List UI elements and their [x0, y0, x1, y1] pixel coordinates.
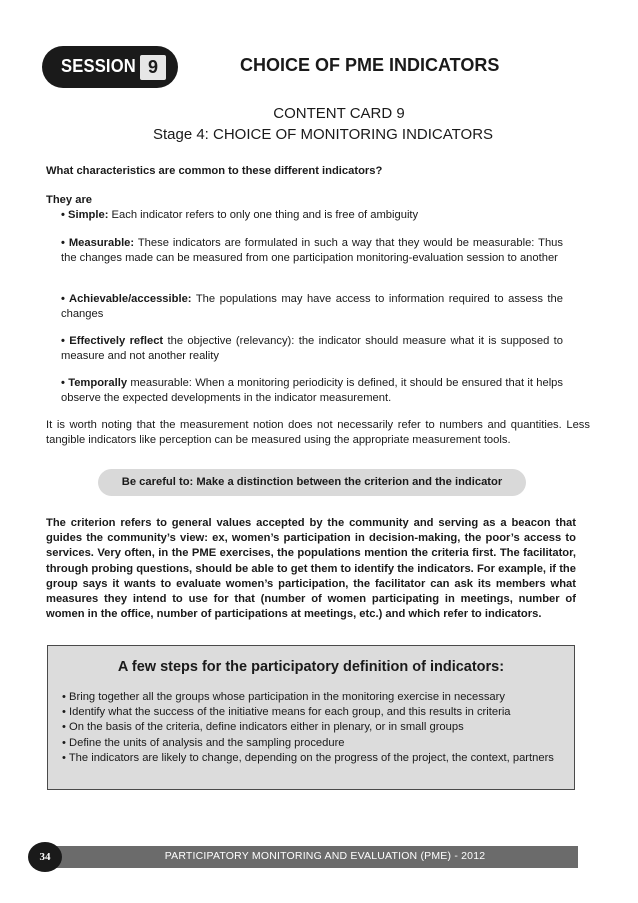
characteristic-lead: • Effectively reflect — [61, 335, 164, 347]
list-item: • On the basis of the criteria, define indicators either in plenary, or in small groups — [62, 721, 464, 734]
characteristic-measurable — [61, 236, 563, 266]
characteristic-effectively-reflect — [61, 334, 563, 364]
stage-title: Stage 4: CHOICE OF MONITORING INDICATORS — [152, 126, 494, 143]
list-item: • The indicators are likely to change, depending on the progress of the project, the context, partners — [62, 751, 554, 764]
characteristic-text: The populations may have access to information required to assess the changes — [61, 293, 563, 321]
list-item: • Identify what the success of the initiative means for each group, and this results in criteria — [62, 706, 511, 719]
characteristic-lead: • Achievable/accessible: — [61, 293, 192, 305]
characteristic-lead: • Measurable: — [61, 237, 135, 249]
steps-list — [62, 690, 562, 766]
content-card-title: CONTENT CARD 9 — [273, 105, 405, 122]
steps-title: A few steps for the participatory definition of indicators: — [117, 659, 505, 675]
they-are-label: They are — [46, 194, 93, 206]
session-number: 9 — [140, 55, 166, 80]
characteristic-text: measurable: When a monitoring periodicity is defined, it should be ensured that it helps observe the expected developments in the indicator measurement. — [61, 377, 563, 405]
characteristic-text: the objective (relevancy): the indicator should measure what it is supposed to measure and not another reality — [61, 335, 563, 363]
footer-text: PARTICIPATORY MONITORING AND EVALUATION (PME) - 2012 — [164, 850, 486, 862]
characteristic-simple — [61, 208, 563, 223]
characteristic-temporally — [61, 376, 563, 406]
session-badge — [42, 46, 178, 88]
page-number: 34 — [28, 842, 62, 872]
characteristic-text: These indicators are formulated in such a way that they would be measurable: Thus the changes made can be measured from one participation monitoring-evaluation session to another — [61, 237, 563, 265]
measurement-note: It is worth noting that the measurement notion does not necessarily refer to numbers and quantities. Less tangible indicators like perception can be measured using the appropriate measurement tools. — [46, 419, 590, 447]
list-item: • Bring together all the groups whose participation in the monitoring exercise in necessary — [62, 691, 505, 703]
characteristic-text: Each indicator refers to only one thing and is free of ambiguity — [108, 209, 419, 221]
question-heading: What characteristics are common to these different indicators? — [46, 165, 383, 177]
careful-callout: Be careful to: Make a distinction between the criterion and the indicator — [98, 469, 526, 496]
characteristic-lead: • Simple: — [61, 209, 109, 221]
steps-box — [47, 645, 575, 790]
session-label: SESSION — [61, 56, 136, 76]
criterion-paragraph: The criterion refers to general values accepted by the community and serving as a beacon that guides the community’s view: ex, women’s participation in decision-making, the poor’s access to services. Very often, in the PME exercises, the populations mention the criteria first. The facilitator, through probing questions, should be able to get them to identify the indicators. For example, if the group says it wants to evaluate women’s participation, the facilitator can ask its members what measures they intend to use for that (number of women participating in meetings, number of women in the office, number of participations at meetings, etc.) and which refer to indicators. — [46, 517, 576, 621]
characteristic-achievable — [61, 292, 563, 322]
list-item: • Define the units of analysis and the sampling procedure — [62, 736, 345, 749]
characteristic-lead: • Temporally — [61, 377, 128, 389]
page-title: CHOICE OF PME INDICATORS — [240, 55, 500, 75]
